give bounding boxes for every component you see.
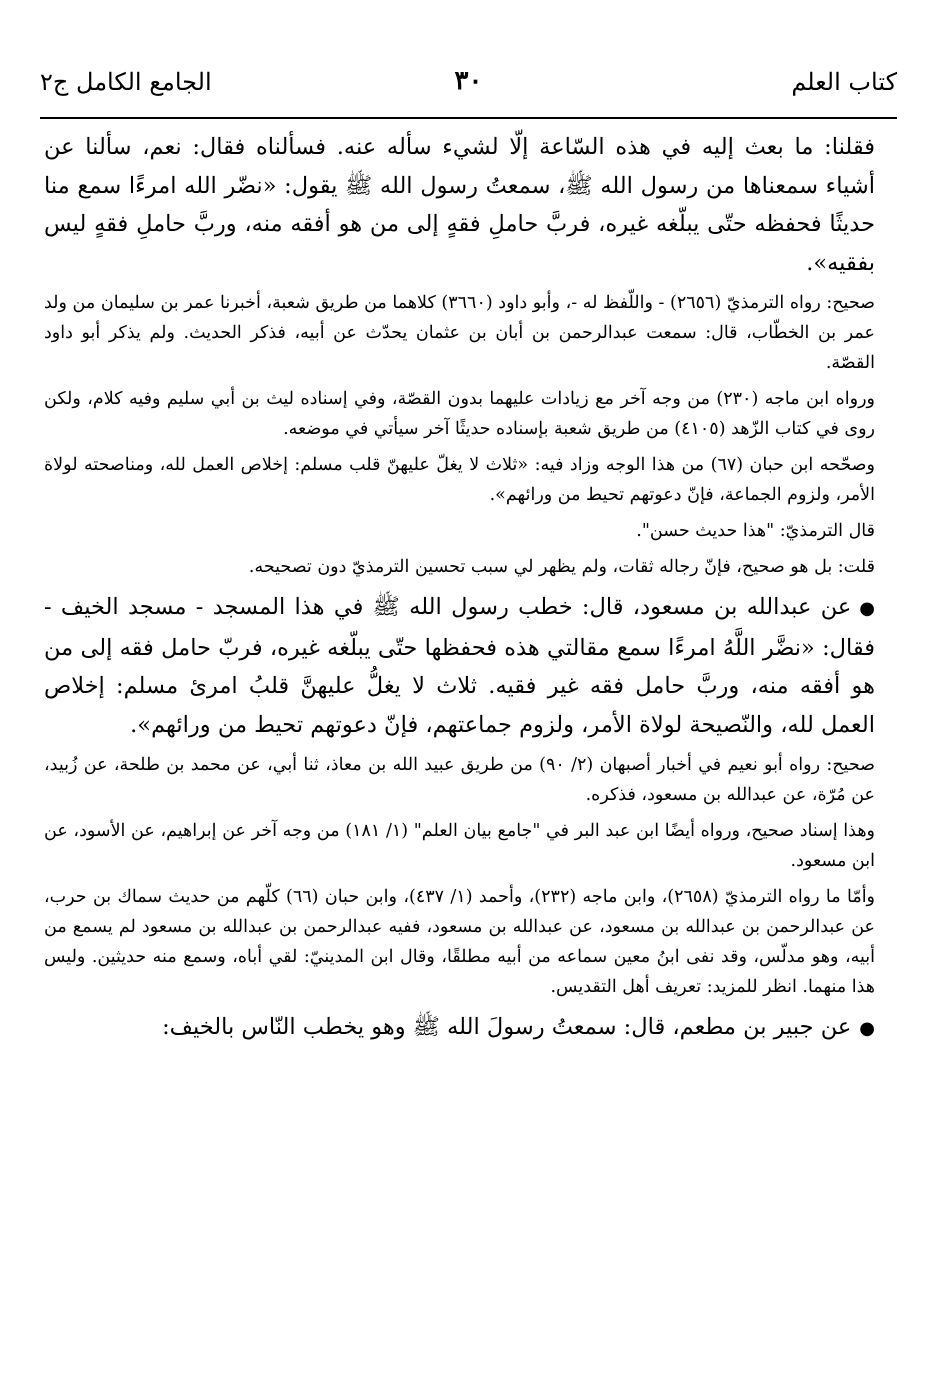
commentary-paragraph [44,816,875,876]
commentary-paragraph [44,288,875,378]
chapter-title: كتاب العلم [791,68,897,96]
paragraph-text: وأمّا ما رواه الترمذيّ (٢٦٥٨)، وابن ماجه (٢٣٢)، وأحمد (١/ ٤٣٧)، وابن حبان (٦٦) كلّهم من حديث سماك بن حرب، عن عبدالرحمن بن عبدالله بن مسعود، عن عبدالله بن مسعود، ففيه عبدالرحمن بن عبدالله بن مسعود لم يسمع من أبيه، وهو مدلّس، وقد نفى ابنُ معين سماعه من أبيه مطلقًا، وقال ابن المدينيّ: لقي أباه، وسمع منه حديثين. وليس هذا منهما. انظر للمزيد: تعريف أهل التقديس. [44,887,876,997]
hadith-paragraph [44,588,875,744]
paragraph-text: عن جبير بن مطعم، قال: سمعتُ رسولَ الله ﷺ وهو يخطب النّاس بالخيف: [162,1014,852,1040]
commentary-paragraph [44,552,875,582]
page-body [44,128,875,1055]
commentary-paragraph [44,450,875,510]
hadith-paragraph [44,1008,875,1049]
book-title: الجامع الكامل ج٢ [40,68,212,96]
hadith-paragraph [44,128,875,282]
commentary-paragraph [44,750,875,810]
paragraph-text: صحيح: رواه الترمذيّ (٢٦٥٦) - واللّفظ له -، وأبو داود (٣٦٦٠) كلاهما من طريق شعبة، أخبرنا عمر بن سليمان من ولد عمر بن الخطّاب، قال: سمعت عبدالرحمن بن أبان بن عثمان يحدّث عن أبيه، فذكر الحديث. ولم يذكر أبو داود القصّة. [44,293,875,373]
bullet-icon: ● [859,1018,875,1039]
header-divider [40,117,897,119]
paragraph-text: قلت: بل هو صحيح، فإنّ رجاله ثقات، ولم يظهر لي سبب تحسين الترمذيّ دون تصحيحه. [248,557,875,577]
bullet-icon: ● [859,598,875,619]
commentary-paragraph [44,384,875,444]
paragraph-text: قال الترمذيّ: "هذا حديث حسن". [636,521,875,541]
paragraph-text: فقلنا: ما بعث إليه في هذه السّاعة إلّا لشيء سأله عنه. فسألناه فقال: نعم، سألنا عن أشياء سمعناها من رسول الله ﷺ، سمعتُ رسول الله ﷺ يقول: «نضّر الله امرءًا سمع منا حديثًا فحفظه حتّى يبلّغه غيره، فربَّ حاملِ فقهٍ إلى من هو أفقه منه، وربَّ حاملِ فقهٍ ليس بفقيه». [44,134,875,276]
paragraph-text: وهذا إسناد صحيح، ورواه أيضًا ابن عبد البر في "جامع بيان العلم" (١/ ١٨١) من وجه آخر عن إبراهيم، عن الأسود، عن ابن مسعود. [44,821,876,871]
paragraph-text: صحيح: رواه أبو نعيم في أخبار أصبهان (٢/ ٩٠) من طريق عبيد الله بن معاذ، ثنا أبي، عن محمد بن طلحة، عن زُبيد، عن مُرّة، عن عبدالله بن مسعود، فذكره. [44,755,875,805]
paragraph-text: ورواه ابن ماجه (٢٣٠) من وجه آخر مع زيادات عليهما بدون القصّة، وفي إسناده ليث بن أبي سليم وفيه كلام، ولكن روى في كتاب الزّهد (٤١٠٥) من طريق شعبة بإسناده حديثًا آخر سيأتي في موضعه. [44,389,876,439]
paragraph-text: وصحّحه ابن حبان (٦٧) من هذا الوجه وزاد فيه: «ثلاث لا يغلّ عليهنّ قلب مسلم: إخلاص العمل لله، ومناصحته لولاة الأمر، ولزوم الجماعة، فإنّ دعوتهم تحيط من ورائهم». [44,455,875,505]
page-number: ٣٠ [454,66,483,96]
commentary-paragraph [44,882,875,1002]
commentary-paragraph [44,516,875,546]
page-header [40,62,897,110]
paragraph-text: عن عبدالله بن مسعود، قال: خطب رسول الله ﷺ في هذا المسجد - مسجد الخيف - فقال: «نضَّر اللَّهُ امرءًا سمع مقالتي هذه فحفظها حتّى يبلّغه غيره، فربّ حامل فقه إلى من هو أفقه منه، وربَّ حامل فقه غير فقيه. ثلاث لا يغلُّ عليهنَّ قلبُ امرئ مسلم: إخلاص العمل لله، والنّصيحة لولاة الأمر، ولزوم جماعتهم، فإنّ دعوتهم تحيط من ورائهم». [44,594,875,738]
